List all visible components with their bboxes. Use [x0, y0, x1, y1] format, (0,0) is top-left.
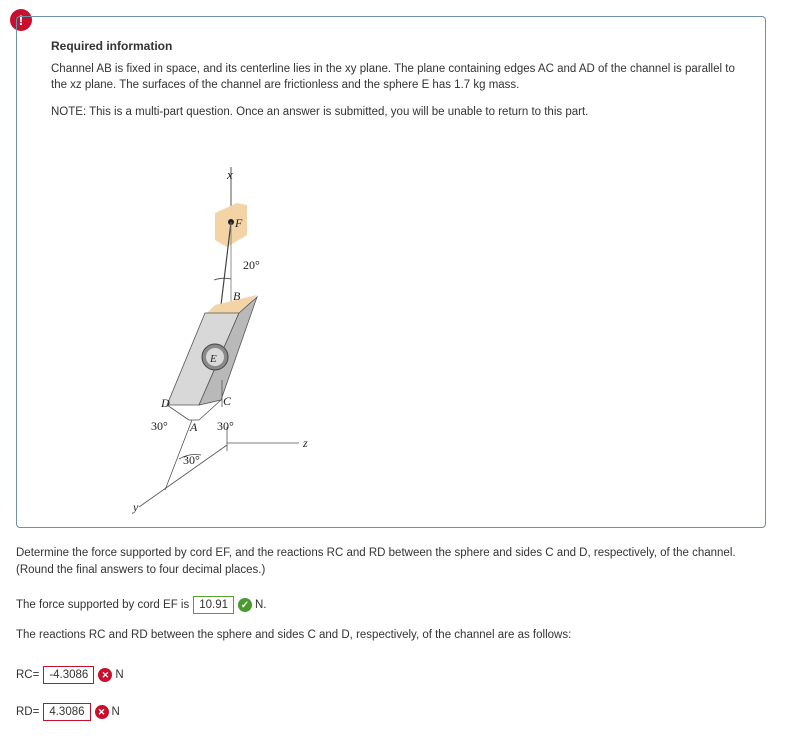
question-text: Determine the force supported by cord EF, and the reactions RC and RD between the sphere and sides C and D, respectively, of the channel. (Round the final answers to four decimal places.): [16, 547, 736, 576]
axis-label-x: x: [227, 167, 233, 182]
info-note: NOTE: This is a multi-part question. Once an answer is submitted, you will be unable to return to this part.: [51, 106, 589, 118]
reactions-intro: The reactions RC and RD between the sphere and sides C and D, respectively, of the channel are as follows:: [16, 629, 572, 641]
info-title: Required information: [51, 39, 173, 53]
answer-rc-row: [16, 666, 124, 684]
label-e: E: [210, 353, 217, 365]
angle-label-bottom: 30°: [183, 453, 200, 467]
answer-rd-unit: N: [111, 706, 120, 718]
answer-rc-unit: N: [115, 669, 124, 681]
alert-icon: !: [10, 9, 32, 31]
answer-ef-prefix: The force supported by cord EF is: [16, 599, 190, 611]
channel-figure: [117, 155, 347, 525]
answer-rd-input[interactable]: 4.3086: [43, 703, 90, 721]
axis-label-y: y: [133, 500, 139, 514]
answer-ef-row: [16, 596, 267, 614]
answer-rd-row: [16, 703, 120, 721]
x-icon: ✕: [95, 705, 109, 719]
answer-ef-input[interactable]: 10.91: [193, 596, 234, 614]
angle-label-left: 30°: [151, 419, 168, 433]
info-paragraph: Channel AB is fixed in space, and its centerline lies in the xy plane. The plane containing edges AC and AD of the channel is parallel to the xz plane. The surfaces of the channel are frictionless and the sphere E has 1.7 kg mass.: [51, 63, 735, 91]
label-b: B: [233, 289, 241, 303]
check-icon: ✓: [238, 598, 252, 612]
label-d: D: [161, 396, 170, 410]
angle-label-right: 30°: [217, 419, 234, 433]
answer-rc-input[interactable]: -4.3086: [43, 666, 94, 684]
x-icon: ✕: [98, 668, 112, 682]
label-c: C: [223, 394, 232, 408]
answer-ef-unit: N.: [255, 599, 267, 611]
axis-label-z: z: [303, 436, 308, 450]
required-information-panel: [16, 16, 766, 528]
label-f: F: [235, 216, 243, 230]
label-a: A: [190, 420, 198, 434]
answer-rc-label: RC=: [16, 669, 40, 681]
reactions-intro-row: [16, 629, 571, 641]
angle-label-cord: 20°: [243, 258, 260, 272]
answer-rd-label: RD=: [16, 706, 40, 718]
